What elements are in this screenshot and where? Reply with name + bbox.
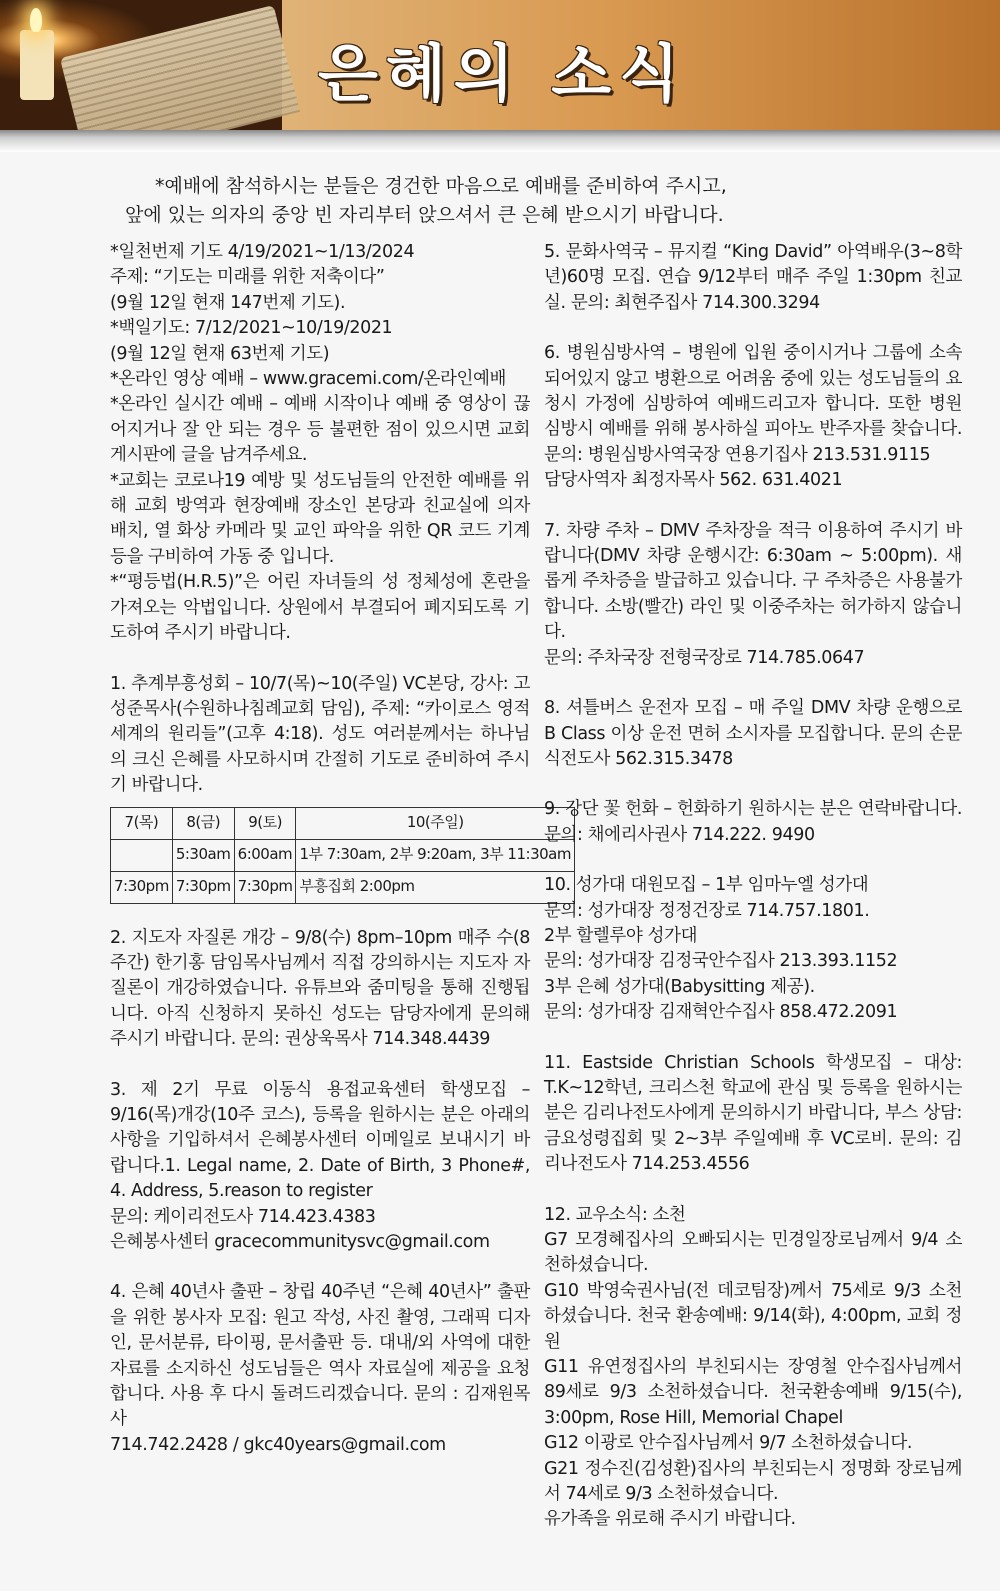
- online-live-notice: *온라인 실시간 예배 – 예배 시작이나 예배 중 영상이 끊어지거나 잘 안 되는 경우 등 불편한 점이 있으시면 교회 게시판에 글을 남겨주세요.: [110, 394, 530, 466]
- community-center-email[interactable]: 은혜봉사센터 gracecommunitysvc@gmail.com: [110, 1232, 490, 1252]
- table-cell: 1부 7:30am, 2부 9:20am, 3부 11:30am: [296, 839, 574, 871]
- table-cell: 7:30pm: [111, 871, 173, 903]
- page-title: 은혜의 소식: [318, 37, 688, 110]
- table-cell: 부흥집회 2:00pm: [296, 871, 574, 903]
- intro-line-2: 앞에 있는 의자의 중앙 빈 자리부터 앉으셔서 큰 은혜 받으시기 바랍니다.: [125, 204, 724, 226]
- header-divider: [0, 130, 1000, 152]
- history-contact[interactable]: 714.742.2428 / gkc40years@gmail.com: [110, 1434, 446, 1455]
- choir-line: 문의: 성가대장 김재혁안수집사 858.472.2091: [544, 1002, 898, 1023]
- table-header: 7(목): [111, 807, 173, 839]
- choir-line: 2부 할렐루야 성가대: [544, 925, 698, 946]
- header-banner: [0, 0, 1000, 130]
- choir-line: 10. 성가대 대원모집 – 1부 임마누엘 성가대: [544, 875, 869, 896]
- item-welding-school: 3. 제 2기 무료 이동식 용접교육센터 학생모집 – 9/16(목)개강(10주 코스), 등록을 원하시는 분은 아래의 사항을 기입하셔서 은혜봉사센터 이메일로 보내시기 바랍니다.1. Legal name, 2. Date of Birth, 3 Phone#, 4. Address, 5.reason to register: [110, 1079, 530, 1202]
- table-row: [111, 871, 575, 903]
- notice-line: *백일기도: 7/12/2021~10/19/2021: [110, 318, 393, 339]
- notice-line: (9월 12일 현재 147번제 기도).: [110, 292, 346, 313]
- item-revival: 1. 추계부흥성회 – 10/7(목)~10(주일) VC본당, 강사: 고성준목사(수원하나침례교회 담임), 주제: “카이로스 영적 세계의 원리들”(고후 4:18). 성도 여러분께서는 하나님의 크신 은혜를 사모하시며 간절히 기도로 준비하여 주시기 바랍니다.: [110, 673, 530, 796]
- flame-icon: [30, 8, 42, 32]
- choir-line: 문의: 성가대장 정정건장로 714.757.1801.: [544, 900, 870, 921]
- item-flowers: 9. 강단 꽃 헌화 – 헌화하기 원하시는 분은 연락바랍니다. 문의: 채에리사권사 714.222. 9490: [544, 799, 962, 845]
- open-bible-icon: [60, 5, 300, 130]
- intro-line-1: *예배에 참석하시는 분들은 경건한 마음으로 예배를 준비하여 주시고,: [155, 175, 727, 197]
- member-news-closing: 유가족을 위로해 주시기 바랍니다.: [544, 1509, 796, 1530]
- item-hospital-visit: 6. 병원심방사역 – 병원에 입원 중이시거나 그룹에 소속되어있지 않고 병환으로 어려움 중에 있는 성도님들의 요청시 가정에 심방하여 예배드리고자 합니다. 또한 병원 심방시 예배를 위해 봉사하실 피아노 반주자를 찾습니다. 문의: 병원심방사역국장 연용기집사 213.531.9115: [544, 343, 962, 465]
- notice-line: *일천번제 기도 4/19/2021~1/13/2024: [110, 242, 415, 262]
- hospital-contact: 담당사역자 최정자목사 562. 631.4021: [544, 470, 843, 491]
- table-row: [111, 807, 575, 839]
- left-column: [110, 240, 571, 1458]
- table-row: [111, 839, 575, 871]
- table-header: 10(주일): [296, 807, 574, 839]
- candle-icon: [20, 30, 54, 100]
- table-header: 9(토): [234, 807, 296, 839]
- parking-contact: 문의: 주차국장 전형국장로 714.785.0647: [544, 647, 865, 668]
- table-cell: 7:30pm: [234, 871, 296, 903]
- table-cell: 5:30am: [172, 839, 234, 871]
- table-header: 8(금): [172, 807, 234, 839]
- equality-act-notice: *“평등법(H.R.5)”은 어린 자녀들의 성 정체성에 혼란을 가져오는 악법입니다. 상원에서 부결되어 폐지되도록 기도하여 주시기 바랍니다.: [110, 572, 530, 644]
- item-40-year-history: 4. 은혜 40년사 출판 – 창립 40주년 “은혜 40년사” 출판을 위한 봉사자 모집: 원고 작성, 사진 촬영, 그래픽 디자인, 문서분류, 타이핑, 문서출판 등. 대내/외 사역에 대한 자료를 소지하신 성도님들은 역사 자료실에 제공을 요청합니다. 사용 후 다시 돌려드리겠습니다. 문의 : 김재원목사: [110, 1282, 530, 1430]
- notice-line: (9월 12일 현재 63번제 기도): [110, 343, 330, 364]
- member-news-title: 12. 교우소식: 소천: [544, 1204, 686, 1225]
- table-cell: [111, 839, 173, 871]
- member-news-g7: G7 모경혜집사의 오빠되시는 민경일장로님께서 9/4 소천하셨습니다.: [544, 1230, 962, 1276]
- member-news-g10: G10 박영숙권사님(전 데코팀장)께서 75세로 9/3 소천하셨습니다. 천국 환송예배: 9/14(화), 4:00pm, 교회 정원: [544, 1280, 962, 1352]
- table-cell: 7:30pm: [172, 871, 234, 903]
- table-cell: 6:00am: [234, 839, 296, 871]
- member-news-g21: G21 정수진(김성환)집사의 부친되는시 정명화 장로님께서 74세로 9/3 소천하셨습니다.: [544, 1458, 962, 1505]
- item-musical: 5. 문화사역국 – 뮤지컬 “King David” 아역배우(3~8학년)60명 모집. 연습 9/12부터 매주 주일 1:30pm 친교실. 문의: 최현주집사 714.300.3294: [544, 242, 962, 313]
- revival-schedule-table: [110, 807, 575, 904]
- welding-contact: 문의: 케이리전도사 714.423.4383: [110, 1206, 376, 1227]
- item-parking: 7. 차량 주차 – DMV 주차장을 적극 이용하여 주시기 바랍니다(DMV 차량 운행시간: 6:30am ~ 5:00pm). 새롭게 주차증을 발급하고 있습니다. 구 주차증은 사용불가합니다. 소방(빨간) 라인 및 이중주차는 허가하지 않습니다.: [544, 520, 962, 643]
- choir-line: 3부 은혜 성가대(Babysitting 제공).: [544, 976, 815, 997]
- online-worship-link[interactable]: *온라인 영상 예배 – www.gracemi.com/온라인예배: [110, 369, 507, 390]
- member-news-g11: G11 유연정집사의 부친되시는 장영철 안수집사님께서 89세로 9/3 소천하셨습니다. 천국환송예배 9/15(수), 3:00pm, Rose Hill, Memorial Chapel: [544, 1357, 962, 1428]
- choir-line: 문의: 성가대장 김정국안수집사 213.393.1152: [544, 951, 898, 972]
- notice-line: 주제: “기도는 미래를 위한 저축이다”: [110, 267, 385, 288]
- right-column: [544, 240, 962, 1533]
- item-leadership: 2. 지도자 자질론 개강 – 9/8(수) 8pm–10pm 매주 수(8주간) 한기홍 담임목사님께서 직접 강의하시는 지도자 자질론이 개강하였습니다. 유튜브와 줌미팅을 통해 진행됩니다. 아직 신청하지 못하신 성도는 담당자에게 문의해 주시기 바랍니다. 문의: 권상욱목사 714.348.4439: [110, 927, 530, 1050]
- candle-bible-photo: [0, 0, 282, 130]
- item-shuttle: 8. 셔틀버스 운전자 모집 – 매 주일 DMV 차량 운행으로 B Class 이상 운전 면허 소시자를 모집합니다. 문의 손문식전도사 562.315.3478: [544, 698, 962, 769]
- item-christian-school: 11. Eastside Christian Schools 학생모집 – 대상: T.K~12학년, 크리스천 학교에 관심 및 등록을 원하시는 분은 김리나전도사에게 문의하시기 바랍니다, 부스 상담: 금요성령집회 및 2~3부 주일예배 후 VC로비. 문의: 김리나전도사 714.253.4556: [544, 1052, 962, 1175]
- intro-notice: [125, 172, 895, 230]
- member-news-g12: G12 이광로 안수집사님께서 9/7 소천하셨습니다.: [544, 1433, 912, 1454]
- covid-notice: *교회는 코로나19 예방 및 성도님들의 안전한 예배를 위해 교회 방역과 현장예배 장소인 본당과 친교실에 의자 배치, 열 화상 카메라 및 교인 파악을 위한 QR 코드 기계 등을 구비하여 가동 중 입니다.: [110, 470, 530, 567]
